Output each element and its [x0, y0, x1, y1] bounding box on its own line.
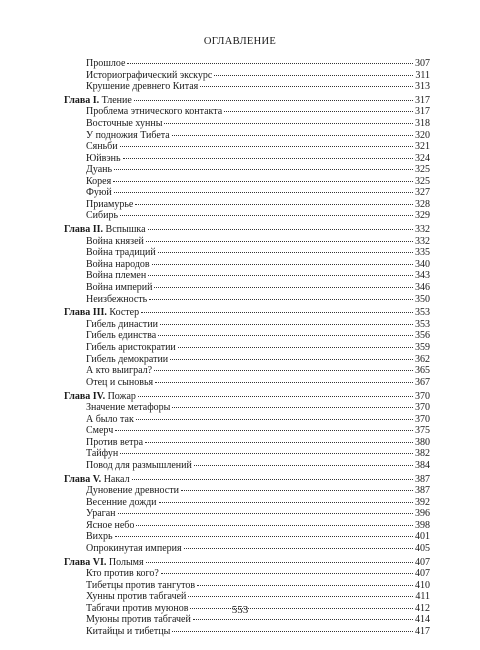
toc-page-number: 321: [415, 141, 430, 153]
toc-page-number: 387: [415, 473, 430, 485]
toc-entry-row: [64, 508, 430, 520]
toc-page-number: 324: [415, 152, 430, 164]
toc-entry-title: Война народов: [86, 258, 150, 270]
toc-page-number: 407: [415, 568, 430, 580]
dot-leader: [158, 252, 413, 253]
toc-entry-row: [64, 164, 430, 176]
toc-entry-title: У подножия Тибета: [86, 129, 170, 141]
toc-entry-title: Табгачи против муюнов: [86, 602, 189, 614]
toc-entry-title: Восточные хунны: [86, 118, 163, 130]
toc-page-number: 401: [415, 531, 430, 543]
toc-entry-row: [64, 187, 430, 199]
dot-leader: [123, 158, 413, 159]
toc-page-number: 405: [415, 542, 430, 554]
toc-page-number: 325: [415, 164, 430, 176]
dot-leader: [155, 382, 413, 383]
toc-page-number: 332: [415, 224, 430, 236]
toc-chapter-title: Накал: [103, 473, 130, 485]
toc-entry-title: Гибель демократии: [86, 353, 169, 365]
toc-page-number: 353: [415, 318, 430, 330]
toc-page-number: 346: [415, 281, 430, 293]
dot-leader: [146, 241, 413, 242]
dot-leader: [134, 100, 413, 101]
dot-leader: [170, 359, 413, 360]
toc-chapter-label: Глава VI.: [64, 556, 107, 568]
toc-chapter-title: Костер: [109, 307, 140, 319]
toc-chapter-label: Глава II.: [64, 224, 104, 236]
dot-leader: [160, 324, 413, 325]
toc-entry-title: Тайфун: [86, 448, 119, 460]
dot-leader: [159, 502, 413, 503]
dot-leader: [148, 229, 413, 230]
dot-leader: [158, 335, 413, 336]
toc-chapter-heading: [64, 391, 136, 403]
dot-leader: [197, 585, 413, 586]
toc-page-number: 398: [415, 519, 430, 531]
toc-entry-title: Фуюй: [86, 187, 112, 199]
toc-entry-title: Дуань: [86, 164, 113, 176]
toc-page-number: 325: [415, 175, 430, 187]
dot-leader: [136, 419, 413, 420]
dot-leader: [193, 619, 413, 620]
toc-page-number: 317: [415, 94, 430, 106]
toc-entry-row: [64, 580, 430, 592]
toc-entry-title: Крушение древнего Китая: [86, 81, 199, 93]
toc-entry-title: Война племен: [86, 270, 147, 282]
toc-entry-row: [64, 236, 430, 248]
dot-leader: [224, 111, 413, 112]
dot-leader: [114, 169, 413, 170]
toc-entry-title: Сяньби: [86, 141, 118, 153]
toc-entry-row: [64, 81, 430, 93]
toc-entry-row: [64, 365, 430, 377]
toc-entry-title: Вихрь: [86, 531, 113, 543]
dot-leader: [172, 135, 413, 136]
toc-chapter-label: Глава III.: [64, 307, 107, 319]
toc-page-number: 353: [415, 307, 430, 319]
toc-entry-title: Гибель единства: [86, 330, 157, 342]
toc-entry-row: [64, 543, 430, 555]
toc-page-number: 367: [415, 376, 430, 388]
toc-entry-row: [64, 247, 430, 259]
toc-entry-title: Гибель аристократии: [86, 342, 176, 354]
toc-entry-row: [64, 437, 430, 449]
toc-entry-row: [64, 531, 430, 543]
toc-page-number: 375: [415, 425, 430, 437]
dot-leader: [152, 264, 413, 265]
toc-entry-title: Отец и сыновья: [86, 376, 154, 388]
toc-chapter-row: [64, 557, 430, 569]
toc-entry-row: [64, 342, 430, 354]
toc-entry-title: Проблема этнического контакта: [86, 106, 223, 118]
dot-leader: [188, 596, 413, 597]
toc-page-number: 370: [415, 390, 430, 402]
toc-entry-row: [64, 425, 430, 437]
toc-entry-row: [64, 626, 430, 638]
toc-entry-title: Муюны против табгачей: [86, 614, 191, 626]
dot-leader: [149, 299, 413, 300]
toc-page-number: 317: [415, 106, 430, 118]
dot-leader: [161, 573, 413, 574]
dot-leader: [120, 146, 413, 147]
toc-entry-title: Против ветра: [86, 436, 144, 448]
table-of-contents: [64, 58, 430, 638]
toc-entry-row: [64, 58, 430, 70]
toc-page-number: 410: [415, 579, 430, 591]
toc-entry-title: Гибель династии: [86, 318, 158, 330]
toc-page-number: 370: [415, 413, 430, 425]
dot-leader: [120, 215, 413, 216]
toc-entry-row: [64, 568, 430, 580]
toc-entry-title: Война традиций: [86, 247, 156, 259]
toc-entry-title: Смерч: [86, 425, 114, 437]
toc-page-number: 329: [415, 210, 430, 222]
dot-leader: [136, 525, 413, 526]
toc-page-number: 350: [415, 293, 430, 305]
dot-leader: [184, 548, 413, 549]
dot-leader: [214, 75, 413, 76]
toc-chapter-row: [64, 224, 430, 236]
toc-page-number: 392: [415, 496, 430, 508]
toc-entry-row: [64, 377, 430, 389]
toc-entry-title: Повод для размышлений: [86, 459, 192, 471]
toc-page-number: 407: [415, 556, 430, 568]
toc-entry-title: Тибетцы против тангутов: [86, 579, 196, 591]
toc-page-number: 335: [415, 247, 430, 259]
dot-leader: [114, 192, 413, 193]
toc-entry-row: [64, 118, 430, 130]
toc-entry-row: [64, 199, 430, 211]
toc-chapter-label: Глава V.: [64, 473, 102, 485]
toc-entry-row: [64, 70, 430, 82]
dot-leader: [148, 275, 413, 276]
toc-entry-row: [64, 319, 430, 331]
toc-entry-row: [64, 402, 430, 414]
toc-chapter-heading: [64, 224, 146, 236]
toc-chapter-row: [64, 391, 430, 403]
dot-leader: [181, 490, 413, 491]
toc-chapter-title: Вспышка: [105, 224, 146, 236]
toc-page-number: 417: [415, 626, 430, 638]
toc-entry-row: [64, 176, 430, 188]
toc-entry-row: [64, 591, 430, 603]
dot-leader: [146, 562, 413, 563]
dot-leader: [164, 123, 413, 124]
dot-leader: [200, 86, 413, 87]
page-number: 553: [231, 604, 249, 616]
toc-entry-title: Опрокинутая империя: [86, 542, 182, 554]
dot-leader: [138, 396, 413, 397]
toc-entry-row: [64, 270, 430, 282]
toc-entry-title: Сибирь: [86, 210, 119, 222]
toc-entry-title: Ураган: [86, 508, 116, 520]
toc-page-number: 320: [415, 129, 430, 141]
toc-page-number: 384: [415, 459, 430, 471]
toc-chapter-row: [64, 307, 430, 319]
toc-chapter-row: [64, 474, 430, 486]
toc-entry-title: Юйвэнь: [86, 152, 121, 164]
toc-chapter-title: Пожар: [107, 390, 136, 402]
toc-entry-row: [64, 460, 430, 472]
dot-leader: [118, 513, 413, 514]
toc-entry-row: [64, 106, 430, 118]
toc-entry-title: Война князей: [86, 235, 144, 247]
toc-entry-title: Война империй: [86, 281, 153, 293]
toc-entry-title: Неизбежность: [86, 293, 148, 305]
toc-page-number: 387: [415, 485, 430, 497]
toc-chapter-title: Полымя: [108, 556, 144, 568]
toc-chapter-heading: [64, 95, 132, 107]
toc-page-number: 380: [415, 436, 430, 448]
toc-page-number: 412: [415, 602, 430, 614]
dot-leader: [178, 347, 413, 348]
toc-page-number: 396: [415, 508, 430, 520]
toc-entry-title: Весенние дожди: [86, 496, 157, 508]
dot-leader: [145, 442, 413, 443]
toc-chapter-heading: [64, 557, 144, 569]
toc-page-number: 359: [415, 342, 430, 354]
toc-entry-row: [64, 520, 430, 532]
dot-leader: [120, 453, 413, 454]
dot-leader: [154, 370, 413, 371]
toc-entry-row: [64, 330, 430, 342]
toc-entry-title: Историографический экскурс: [86, 69, 213, 81]
toc-page-number: 356: [415, 330, 430, 342]
toc-entry-title: Корея: [86, 175, 112, 187]
toc-entry-row: [64, 414, 430, 426]
toc-page-number: 307: [415, 58, 430, 69]
dot-leader: [172, 407, 413, 408]
toc-entry-row: [64, 485, 430, 497]
toc-entry-row: [64, 130, 430, 142]
toc-entry-title: Значение метафоры: [86, 402, 171, 414]
toc-chapter-label: Глава IV.: [64, 390, 106, 402]
toc-entry-row: [64, 354, 430, 366]
toc-entry-row: [64, 210, 430, 222]
toc-entry-title: А было так: [86, 413, 134, 425]
toc-page-number: 340: [415, 258, 430, 270]
toc-page-number: 313: [415, 81, 430, 93]
toc-page-number: 370: [415, 402, 430, 414]
toc-entry-row: [64, 259, 430, 271]
toc-page-number: 414: [415, 614, 430, 626]
toc-page-number: 318: [415, 118, 430, 130]
toc-page-number: 362: [415, 353, 430, 365]
toc-entry-row: [64, 614, 430, 626]
dot-leader: [113, 181, 413, 182]
toc-page-number: 311: [415, 69, 430, 81]
toc-entry-title: Дуновение древности: [86, 485, 179, 497]
dot-leader: [172, 631, 413, 632]
toc-chapter-title: Тление: [101, 94, 132, 106]
toc-entry-title: Кто против кого?: [86, 568, 159, 580]
dot-leader: [135, 204, 413, 205]
toc-entry-title: Приамурье: [86, 198, 134, 210]
toc-chapter-heading: [64, 474, 130, 486]
toc-page-number: 327: [415, 187, 430, 199]
toc-entry-row: [64, 282, 430, 294]
toc-page-number: 343: [415, 270, 430, 282]
dot-leader: [154, 287, 413, 288]
toc-chapter-label: Глава I.: [64, 94, 100, 106]
toc-entry-title: Ясное небо: [86, 519, 135, 531]
dot-leader: [115, 430, 413, 431]
toc-chapter-heading: [64, 307, 139, 319]
toc-entry-row: [64, 153, 430, 165]
toc-entry-row: [64, 141, 430, 153]
dot-leader: [115, 536, 413, 537]
toc-page-number: 332: [415, 235, 430, 247]
toc-entry-title: А кто выиграл?: [86, 365, 153, 377]
dot-leader: [127, 63, 413, 64]
dot-leader: [141, 312, 413, 313]
toc-chapter-row: [64, 95, 430, 107]
toc-entry-title: Хунны против табгачей: [86, 591, 187, 603]
dot-leader: [132, 479, 413, 480]
toc-entry-row: [64, 448, 430, 460]
toc-page-number: 382: [415, 448, 430, 460]
toc-page-number: 328: [415, 198, 430, 210]
toc-entry-title: Прошлое: [86, 58, 126, 69]
toc-page-number: 411: [415, 591, 430, 603]
toc-entry-row: [64, 497, 430, 509]
toc-entry-title: Китайцы и тибетцы: [86, 626, 171, 638]
toc-entry-row: [64, 294, 430, 306]
toc-page-number: 365: [415, 365, 430, 377]
dot-leader: [194, 465, 413, 466]
page-title: ОГЛАВЛЕНИЕ: [203, 36, 277, 47]
